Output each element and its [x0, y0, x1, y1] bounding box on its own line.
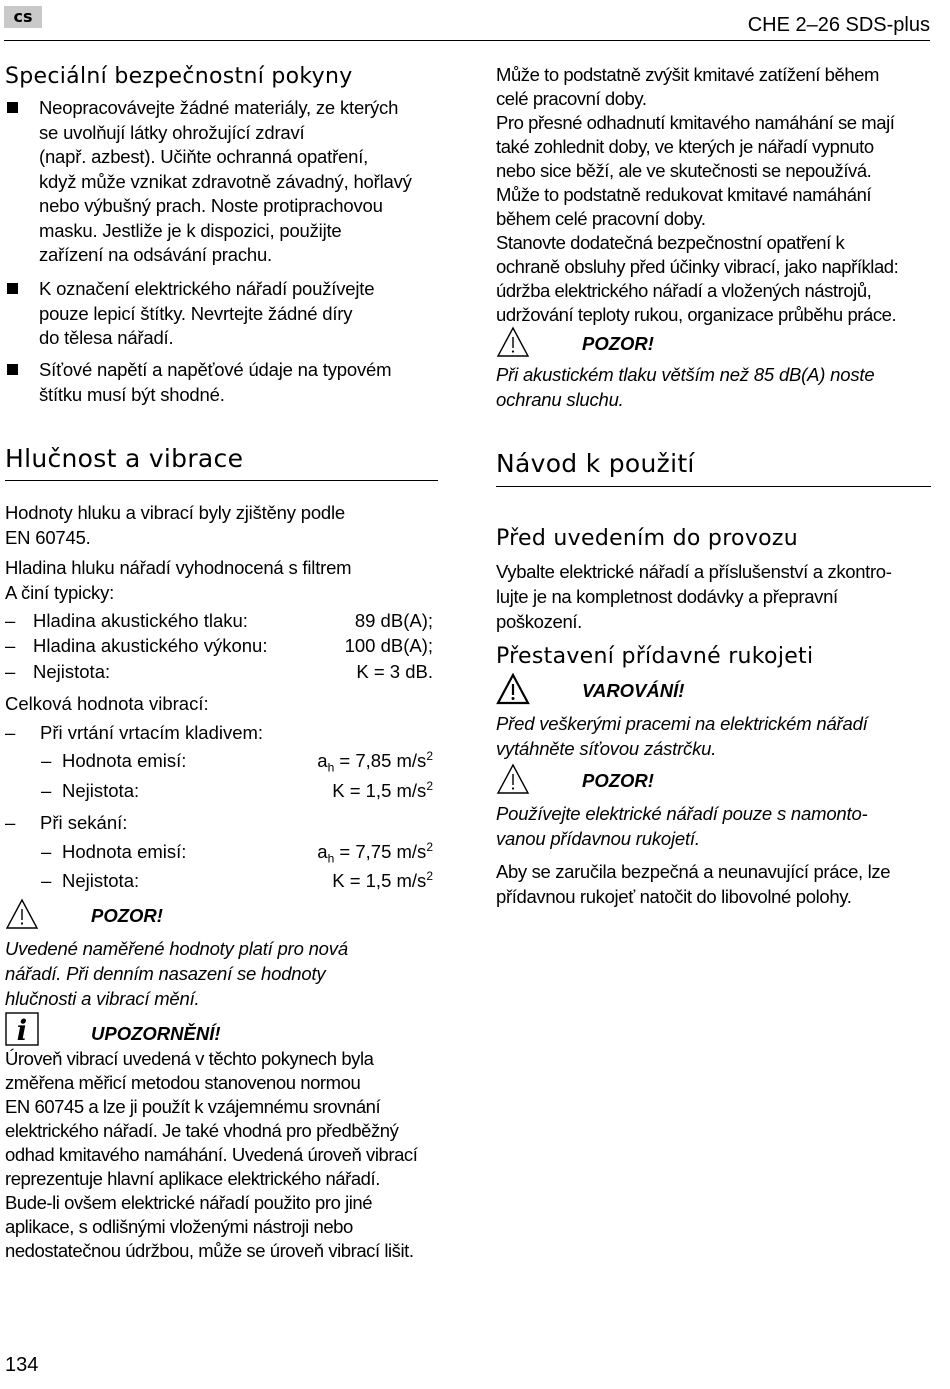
handle-final-text: Aby se zaručila bezpečná a neunavující práce, lze přídavnou rukojeť natočit do libovolné polohy.: [496, 861, 891, 907]
bullet-text: Neopracovávejte žádné materiály, ze kterých se uvolňují látky ohrožující zdraví (např. azbest). Učiňte ochranná opatření, když může vznikat zdravotně závadný, hořlavý nebo výbušný prach. Noste protiprachovou masku. Jestliže je k dispozici, použijte zařízení na odsávání prachu.: [39, 97, 412, 265]
bullet-square-icon: [7, 283, 18, 294]
usage-title: Návod k použití: [496, 449, 695, 478]
note-text: Úroveň vibrací uvedená v těchto pokynech byla změřena měřicí metodou stanovenou normou EN 60745 a lze ji použít k vzájemnému srovnání elektrického nářadí. Je také vhodná pro předběžný odhad kmitavého namáhání. Uvedená úroveň vibrací reprezentuje hlavní aplikace elektrického nářadí. Bude-li ovšem elektrické nářadí použito pro jiné aplikace, s odlišnými vloženými nástroji nebo nedostatečnou údržbou, může se úroveň vibrací lišit.: [5, 1048, 418, 1261]
note-label: UPOZORNĚNÍ!: [91, 1023, 221, 1044]
bullet-square-icon: [7, 102, 18, 113]
warning-label: VAROVÁNÍ!: [582, 680, 685, 701]
bullet-text: K označení elektrického nářadí používejte pouze lepicí štítky. Nevrtejte žádné díry do tělesa nářadí.: [39, 278, 375, 348]
section-rule: [496, 486, 931, 487]
before-operation-text: Vybalte elektrické nářadí a příslušenství a zkontro- lujte je na kompletnost dodávky a přepravní poškození.: [496, 561, 892, 632]
caution-text: Používejte elektrické nářadí pouze s namonto- vanou přídavnou rukojetí.: [496, 803, 868, 849]
vibration-total-label: Celková hodnota vibrací:: [5, 693, 209, 714]
warning-triangle-icon: [496, 763, 530, 795]
page-number: 134: [5, 1354, 39, 1376]
caution-label: POZOR!: [91, 905, 163, 926]
info-icon: [5, 1012, 39, 1046]
handle-adjust-title: Přestavení přídavné rukojeti: [496, 644, 814, 669]
svg-text:i: i: [16, 1014, 28, 1046]
warning-triangle-icon: [496, 673, 530, 705]
language-badge: cs: [4, 6, 42, 28]
caution-label: POZOR!: [582, 333, 654, 354]
header-rule: [4, 40, 930, 41]
warning-triangle-icon: [496, 326, 530, 358]
special-safety-title: Speciální bezpečnostní pokyny: [5, 64, 353, 89]
caution-text: Uvedené naměřené hodnoty platí pro nová nářadí. Při denním nasazení se hodnoty hlučnosti a vibrací mění.: [5, 938, 348, 1009]
bullet-square-icon: [7, 364, 18, 375]
warning-text: Před veškerými pracemi na elektrickém nářadí vytáhněte síťovou zástrčku.: [496, 713, 868, 759]
noise-vibration-title: Hlučnost a vibrace: [5, 444, 244, 473]
bullet-text: Síťové napětí a napěťové údaje na typovém štítku musí být shodné.: [39, 359, 392, 405]
noise-weighted: Hladina hluku nářadí vyhodnocená s filtrem A činí typicky:: [5, 557, 352, 603]
caution-box: [5, 898, 305, 932]
caution-text: Při akustickém tlaku větším než 85 dB(A) noste ochranu sluchu.: [496, 364, 875, 410]
model-name: CHE 2–26 SDS-plus: [747, 14, 930, 36]
note-box: [5, 1012, 305, 1046]
before-operation-title: Před uvedením do provozu: [496, 526, 798, 551]
warning-box: [496, 673, 796, 707]
warning-triangle-icon: [5, 898, 39, 930]
caution-box: [496, 326, 796, 360]
vibration-continued-text: Může to podstatně zvýšit kmitavé zatížení během celé pracovní doby. Pro přesné odhadnutí kmitavého namáhání se mají také zohlednit doby, ve kterých je nářadí vypnuto nebo sice běží, ale ve skutečnosti se nepoužívá. Může to podstatně redukovat kmitavé namáhání během celé pracovní doby. Stanovte dodatečná bezpečnostní opatření k ochraně obsluhy před účinky vibrací, jako například: údržba elektrického nářadí a vložených nástrojů, udržování teploty rukou, organizace průběhu práce.: [496, 64, 899, 325]
section-rule: [5, 480, 438, 481]
noise-intro: Hodnoty hluku a vibrací byly zjištěny podle EN 60745.: [5, 502, 346, 548]
caution-label: POZOR!: [582, 770, 654, 791]
caution-box: [496, 763, 796, 797]
